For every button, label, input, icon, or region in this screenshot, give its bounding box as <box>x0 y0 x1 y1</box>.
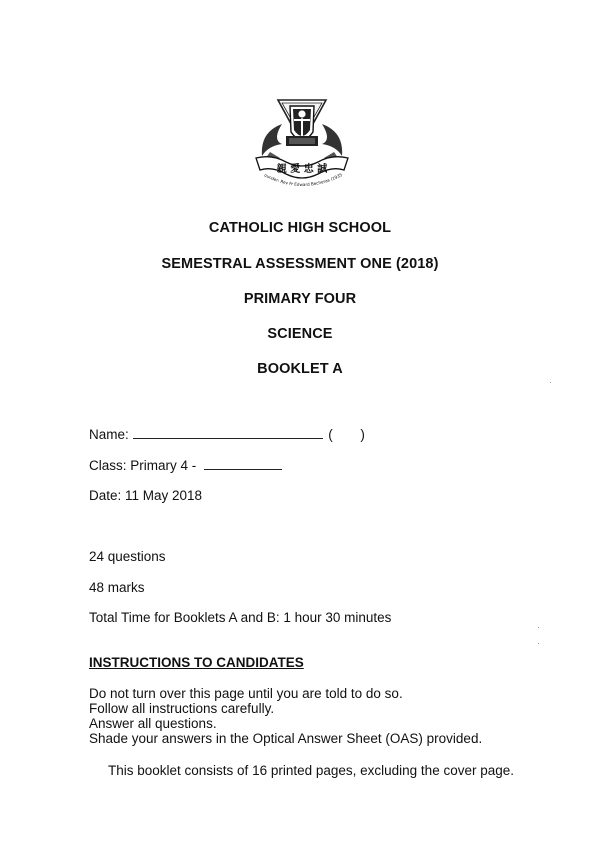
instructions-list <box>89 686 482 746</box>
date-text: Date: 11 May 2018 <box>89 488 203 503</box>
scan-speck <box>538 643 539 644</box>
scan-speck <box>550 382 551 383</box>
booklet-title: BOOKLET A <box>257 361 343 377</box>
instruction-item: Follow all instructions carefully. <box>89 701 275 716</box>
scan-speck <box>538 627 539 628</box>
index-close-paren: ) <box>360 427 365 442</box>
instruction-item: Shade your answers in the Optical Answer Sheet (OAS) provided. <box>89 731 483 746</box>
name-field[interactable] <box>89 427 365 442</box>
total-time: Total Time for Booklets A and B: 1 hour 30 minutes <box>89 610 392 625</box>
class-label: Class: Primary 4 - <box>89 458 197 473</box>
question-count: 24 questions <box>89 549 166 564</box>
level-title: PRIMARY FOUR <box>243 291 357 307</box>
school-name: CATHOLIC HIGH SCHOOL <box>208 220 392 236</box>
page-count-note: This booklet consists of 16 printed pages, excluding the cover page. <box>108 763 514 778</box>
name-label: Name: <box>89 427 129 442</box>
crest-motto: 親 愛 忠 誠 <box>276 164 328 175</box>
instruction-item: Do not turn over this page until you are told to do so. <box>89 686 403 701</box>
name-line[interactable] <box>133 427 323 439</box>
instruction-item: Answer all questions. <box>89 716 217 731</box>
class-field[interactable] <box>89 458 282 473</box>
instructions-heading: INSTRUCTIONS TO CANDIDATES <box>89 655 304 670</box>
index-open-paren: ( <box>328 427 333 442</box>
total-marks: 48 marks <box>89 580 145 595</box>
subject-title: SCIENCE <box>267 326 333 342</box>
assessment-title: SEMESTRAL ASSESSMENT ONE (2018) <box>161 256 439 272</box>
crest-founder-text: ounder: Rev Fr Edward Becheras (1935 <box>263 172 344 188</box>
class-line[interactable] <box>204 458 282 470</box>
crest-graphic <box>242 96 362 196</box>
school-crest-logo <box>242 96 362 196</box>
